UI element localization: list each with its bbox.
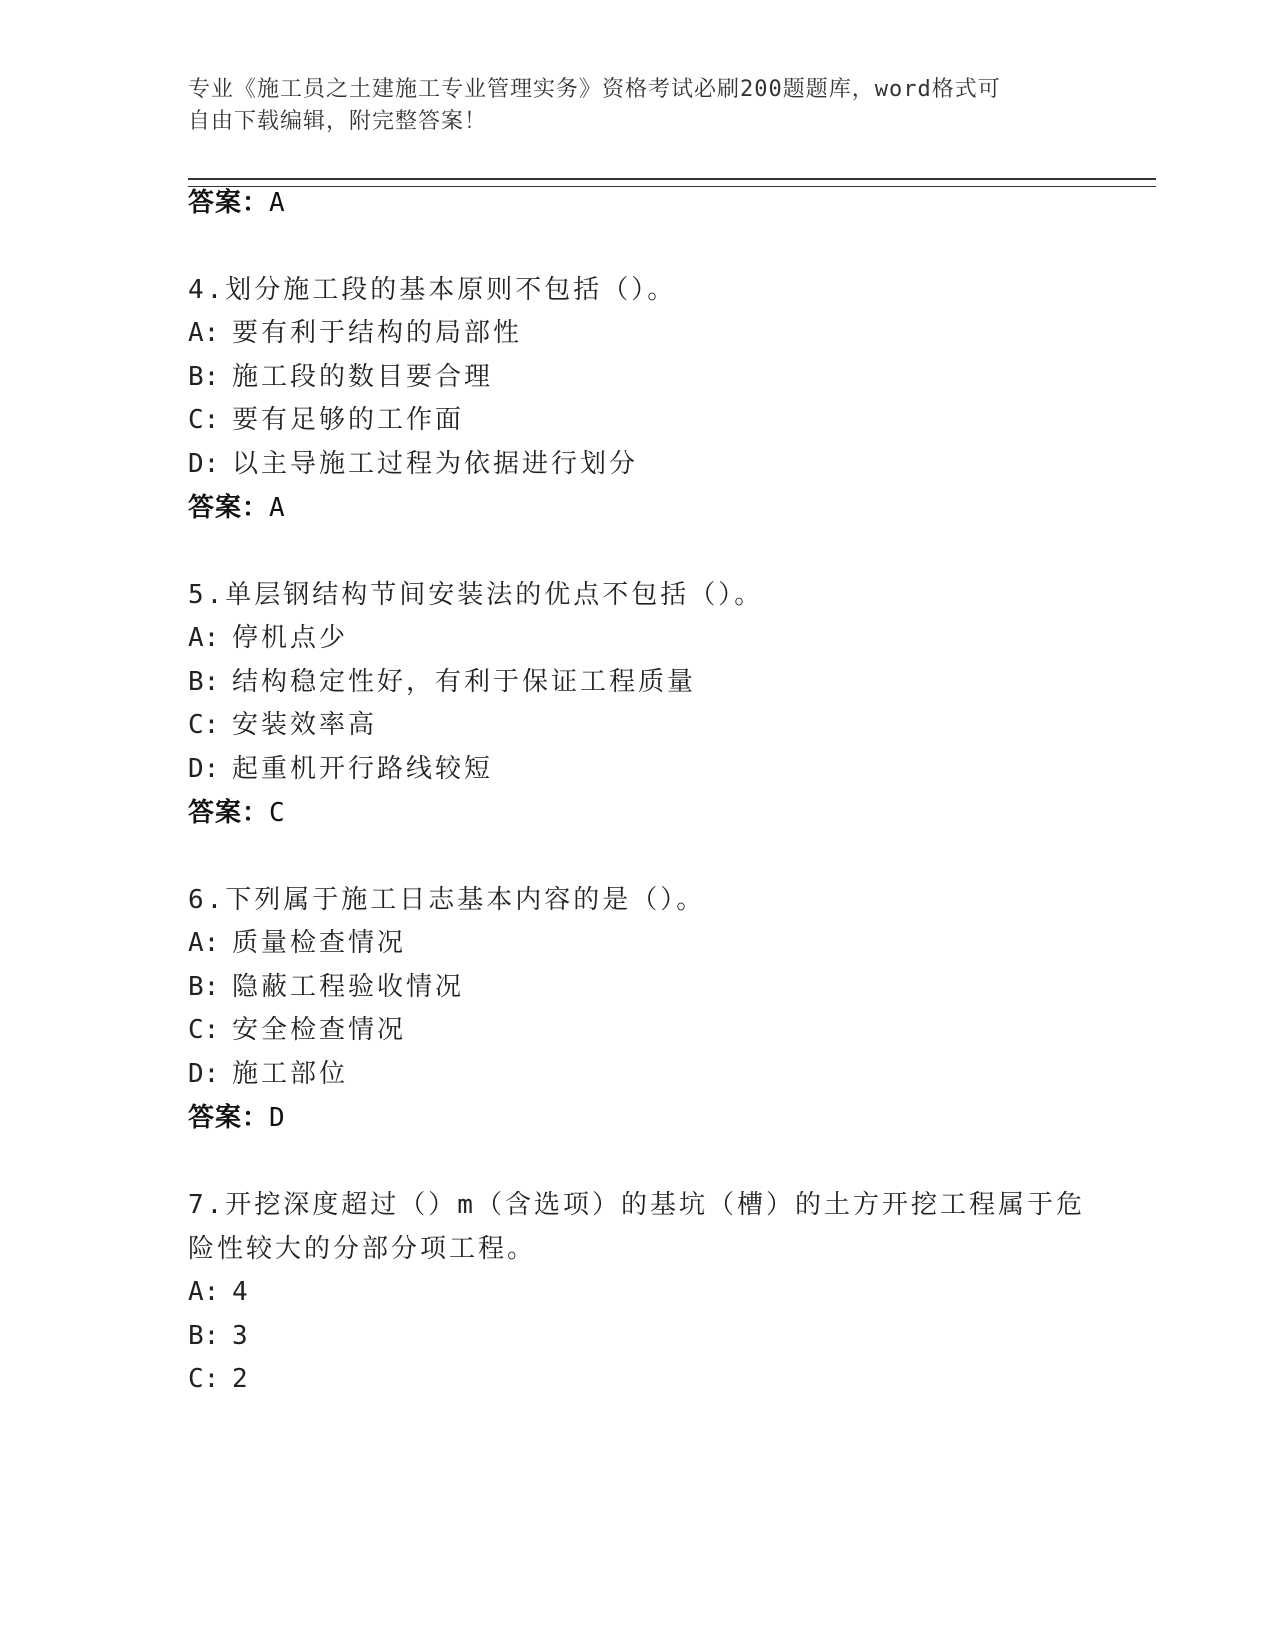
answer-line [188,490,286,526]
option-text: 结构稳定性好，有利于保证工程质量 [232,667,697,697]
answer-value: A [269,188,286,218]
option-prefix: C: [188,1364,220,1394]
option-prefix: A: [188,623,220,653]
option-text: 以主导施工过程为依据进行划分 [232,449,639,479]
option-text: 3 [232,1321,251,1351]
question-stem: 5.单层钢结构节间安装法的优点不包括（）。 [188,580,764,610]
option-a [188,925,406,961]
option-d [188,1056,348,1092]
question-stem-line-2: 险性较大的分部分项工程。 [188,1234,537,1264]
option-prefix: B: [188,667,220,697]
answer-label: 答案： [188,493,270,523]
option-prefix: B: [188,1321,220,1351]
option-prefix: A: [188,928,220,958]
option-a [188,1274,251,1310]
option-text: 施工段的数目要合理 [232,362,494,392]
page-header [188,74,1068,138]
option-text: 停机点少 [232,623,349,653]
answer-label: 答案： [188,188,270,218]
option-prefix: D: [188,1059,220,1089]
option-a [188,315,522,351]
question-stem: 6.下列属于施工日志基本内容的是（）。 [188,885,706,915]
answer-label: 答案： [188,1103,270,1133]
option-d [188,446,638,482]
option-c [188,707,377,743]
option-text: 隐蔽工程验收情况 [232,972,465,1002]
option-text: 要有足够的工作面 [232,405,465,435]
header-line-2: 自由下载编辑，附完整答案！ [188,109,488,134]
option-text: 2 [232,1364,251,1394]
question-stem-line-1: 7.开挖深度超过（）m（含选项）的基坑（槽）的土方开挖工程属于危 [188,1190,1085,1220]
option-b [188,664,696,700]
option-prefix: D: [188,449,220,479]
answer-value: C [269,798,286,828]
option-prefix: C: [188,405,220,435]
option-text: 质量检查情况 [232,928,407,958]
answer-line [188,1100,286,1136]
question-stem: 4.划分施工段的基本原则不包括（）。 [188,275,677,305]
option-b [188,1318,251,1354]
option-text: 安装效率高 [232,710,378,740]
option-b [188,969,464,1005]
option-c [188,402,464,438]
answer-line [188,795,286,831]
option-text: 4 [232,1277,251,1307]
answer-value: A [269,493,286,523]
option-text: 起重机开行路线较短 [232,754,494,784]
option-text: 要有利于结构的局部性 [232,318,523,348]
option-d [188,751,493,787]
option-text: 安全检查情况 [232,1015,407,1045]
option-b [188,359,493,395]
option-prefix: C: [188,710,220,740]
option-prefix: B: [188,972,220,1002]
option-prefix: A: [188,318,220,348]
option-prefix: D: [188,754,220,784]
option-text: 施工部位 [232,1059,349,1089]
answer-value: D [269,1103,286,1133]
answer-line [188,185,286,221]
option-a [188,620,348,656]
header-divider [188,178,1156,187]
option-prefix: B: [188,362,220,392]
answer-label: 答案： [188,798,270,828]
option-c [188,1012,406,1048]
option-prefix: C: [188,1015,220,1045]
option-prefix: A: [188,1277,220,1307]
header-line-1: 专业《施工员之土建施工专业管理实务》资格考试必刷200题题库，word格式可 [188,77,1001,102]
option-c [188,1361,251,1397]
